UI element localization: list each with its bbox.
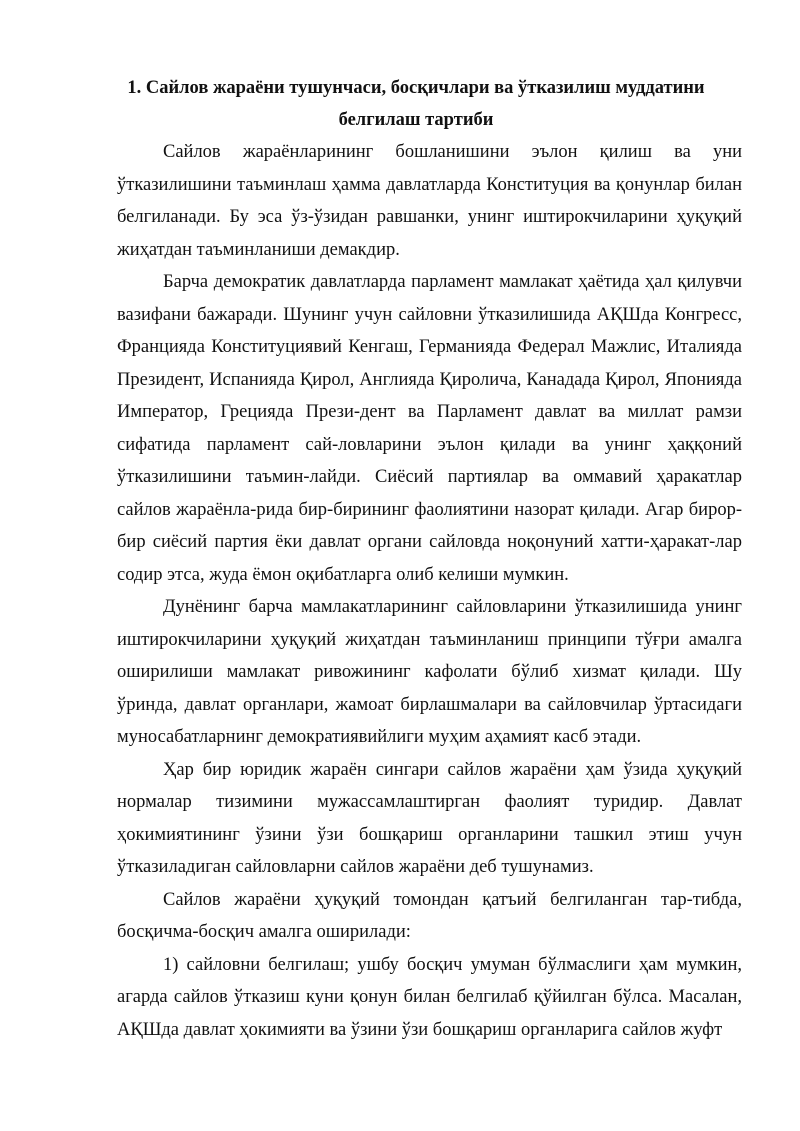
paragraph: Сайлов жараёнларининг бошланишини эълон қилиш ва уни ўтказилишини таъминлаш ҳамма давлатларда Конституция ва қонунлар билан белгиланади. Бу эса ўз-ўзидан равшанки, унинг иштирокчиларини ҳуқуқий жиҳатдан таъминланиши демакдир. bbox=[117, 142, 742, 260]
section-heading bbox=[100, 72, 732, 136]
paragraph: Сайлов жараёни ҳуқуқий томондан қатъий белгиланган тар-тибда, босқичма-босқич амалга оширилади: bbox=[117, 889, 742, 942]
document-body bbox=[117, 136, 742, 1046]
heading-line-2: белгилаш тартиби bbox=[338, 110, 494, 130]
heading-line-1: 1. Сайлов жараёни тушунчаси, босқичлари ва ўтказилиш муддатини bbox=[127, 78, 705, 98]
paragraph: Дунёнинг барча мамлакатларининг сайловларини ўтказилишида унинг иштирокчиларини ҳуқуқий жиҳатдан таъминланиш принципи тўғри амалга оширилиши мамлакат ривожининг кафолати бўлиб хизмат қилади. Шу ўринда, давлат органлари, жамоат бирлашмалари ва сайловчилар ўртасидаги муносабатларнинг демократиявийлиги муҳим аҳамият касб этади. bbox=[117, 597, 742, 747]
paragraph: Ҳар бир юридик жараён сингари сайлов жараёни ҳам ўзида ҳуқуқий нормалар тизимини мужассамлаштирган фаолият туридир. Давлат ҳокимиятининг ўзини ўзи бошқариш органларини ташкил этиш учун ўтказиладиган сайловларни сайлов жараёни деб тушунамиз. bbox=[117, 759, 742, 877]
paragraph: 1) сайловни белгилаш; ушбу босқич умуман бўлмаслиги ҳам мумкин, агарда сайлов ўтказиш куни қонун билан белгилаб қўйилган бўлса. Масалан, АҚШда давлат ҳокимияти ва ўзини ўзи бошқариш органларига сайлов жуфт bbox=[117, 954, 742, 1040]
paragraph: Барча демократик давлатларда парламент мамлакат ҳаётида ҳал қилувчи вазифани бажаради. Шунинг учун сайловни ўтказилишида АҚШда Конгресс, Францияда Конституциявий Кенгаш, Германияда Федерал Мажлис, Италияда Президент, Испанияда Қирол, Англияда Қиролича, Канадада Қирол, Японияда Император, Грецияда Прези-дент ва Парламент давлат ва миллат рамзи сифатида парламент сай-ловларини эълон қилади ва унинг ҳаққоний ўтказилишини таъмин-лайди. Сиёсий партиялар ва оммавий ҳаракатлар сайлов жараёнла-рида бир-бирининг фаолиятини назорат қилади. Агар бирор-бир сиёсий партия ёки давлат органи сайловда ноқонуний хатти-ҳаракат-лар содир этса, жуда ёмон оқибатларга олиб келиши мумкин. bbox=[117, 272, 742, 585]
